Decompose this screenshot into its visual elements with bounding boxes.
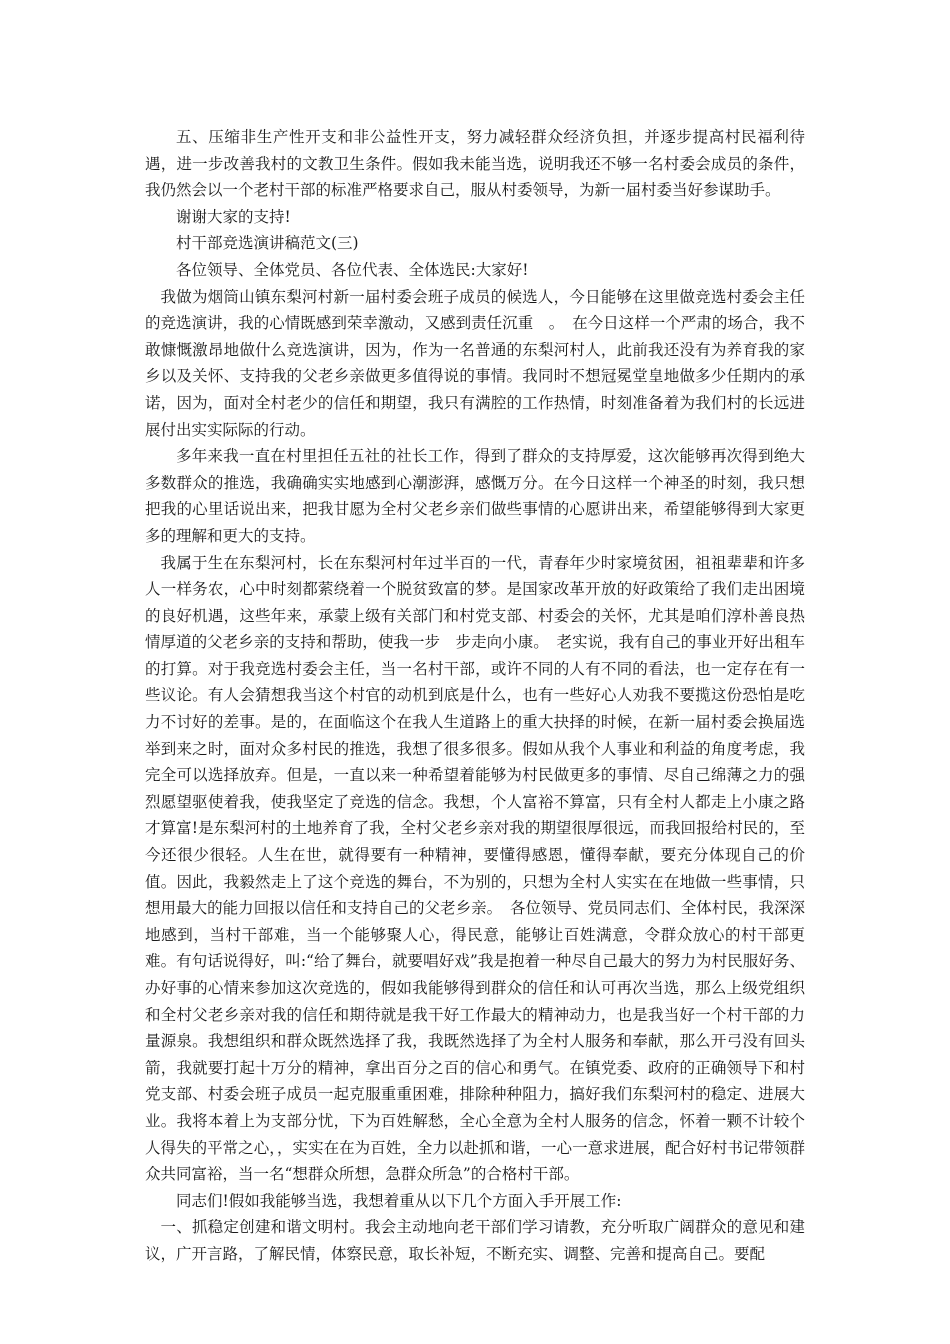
paragraph-greeting: 各位领导、全体党员、各位代表、全体选民:大家好! [176, 260, 529, 279]
section-heading: 村干部竞选演讲稿范文(三) [176, 234, 359, 253]
paragraph-cost-reduction: 五、压缩非生产性开支和非公益性开支，努力减轻群众经济负担，并逐步提高村民福利待遇，进一步改善我村的文教卫生条件。假如我未能当选，说明我还不够一名村委会成员的条件，我仍然会以一个老村干部的标准严格要求自己，服从村委领导，为新一届村委当好参谋助手。 [145, 128, 805, 200]
paragraph-thanks: 谢谢大家的支持! [176, 207, 291, 226]
paragraph-background: 我属于生在东梨河村，长在东梨河村年过半百的一代，青春年少时家境贫困，祖祖辈辈和许多人一样务农，心中时刻都萦绕着一个脱贫致富的梦。是国家改革开放的好政策给了我们走出困境的良好机遇，这些年来，承蒙上级有关部门和村党支部、村委会的关怀，尤其是咱们淳朴善良热情厚道的父老乡亲的支持和帮助，使我一步 步走向小康。 老实说，我有自己的事业开好出租车的打算。对于我竞选村委会主任，当一名村干部，或许不同的人有不同的看法，也一定存在有一些议论。有人会猜想我当这个村官的动机到底是什么，也有一些好心人劝我不要揽这份恐怕是吃力不讨好的差事。是的，在面临这个在我人生道路上的重大抉择的时候，在新一届村委会换届选举到来之时，面对众多村民的推选，我想了很多很多。假如从我个人事业和利益的角度考虑，我完全可以选择放弃。但是，一直以来一种希望着能够为村民做更多的事情、尽自己绵薄之力的强烈愿望驱使着我，使我坚定了竞选的信念。我想，个人富裕不算富，只有全村人都走上小康之路才算富!是东梨河村的土地养育了我，全村父老乡亲对我的期望很厚很远，而我回报给村民的，至今还很少很轻。人生在世，就得要有一种精神，要懂得感恩，懂得奉献，要充分体现自己的价值。因此，我毅然走上了这个竞选的舞台，不为别的，只想为全村人实实在在地做一些事情，只想用最大的能力回报以信任和支持自己的父老乡亲。 各位领导、党员同志们、全体村民，我深深地感到，当村干部难，当一个能够聚人心，得民意，能够让百姓满意，令群众放心的村干部更难。有句话说得好，叫:“给了舞台，就要唱好戏”我是抱着一种尽自己最大的努力为村民服好务、办好事的心情来参加这次竞选的，假如我能够得到群众的信任和认可再次当选，那么上级党组织和全村父老乡亲对我的信任和期待就是我干好工作最大的精神动力，也是我当好一个村干部的力量源泉。我想组织和群众既然选择了我，我既然选择了为全村人服务和奉献，那么开弓没有回头箭，我就要打起十万分的精神，拿出百分之百的信心和勇气。在镇党委、政府的正确领导下和村党支部、村委会班子成员一起克服重重困难，排除种种阻力，搞好我们东梨河村的稳定、进展大业。我将本着上为支部分忧，下为百姓解愁，全心全意为全村人服务的信念，怀着一颗不计较个人得失的平常之心，，实实在在为百姓，全力以赴抓和谐，一心一意求进展，配合好村书记带领群众共同富裕，当一名“想群众所想，急群众所急”的合格村干部。 [145, 553, 805, 1184]
paragraph-plan-intro: 同志们!假如我能够当选，我想着重从以下几个方面入手开展工作: [176, 1191, 622, 1210]
paragraph-introduction: 我做为烟筒山镇东梨河村新一届村委会班子成员的候选人，今日能够在这里做竞选村委会主任的竞选演讲，我的心情既感到荣幸激动，又感到责任沉重 。 在今日这样一个严肃的场合，我不敢慷慨激昂地做什么竞选演讲，因为，作为一名普通的东梨河村人，此前我还没有为养育我的家乡以及关怀、支持我的父老乡亲做更多值得说的事情。我同时不想冠冕堂皇地做多少任期内的承诺，因为，面对全村老少的信任和期望，我只有满腔的工作热情，时刻准备着为我们村的长远进展付出实实际际的行动。 [145, 287, 805, 439]
paragraph-experience: 多年来我一直在村里担任五社的社长工作，得到了群众的支持厚爱，这次能够再次得到绝大多数群众的推选，我确确实实地感到心潮澎湃，感慨万分。在今日这样一个神圣的时刻，我只想把我的心里话说出来，把我甘愿为全村父老乡亲们做些事情的心愿讲出来，希望能够得到大家更多的理解和更大的支持。 [145, 447, 805, 545]
document-body [145, 124, 805, 1268]
paragraph-plan-item-1: 一、抓稳定创建和谐文明村。我会主动地向老干部们学习请教，充分听取广阔群众的意见和建议，广开言路，了解民情，体察民意，取长补短，不断充实、调整、完善和提高自己。要配 [145, 1218, 805, 1263]
